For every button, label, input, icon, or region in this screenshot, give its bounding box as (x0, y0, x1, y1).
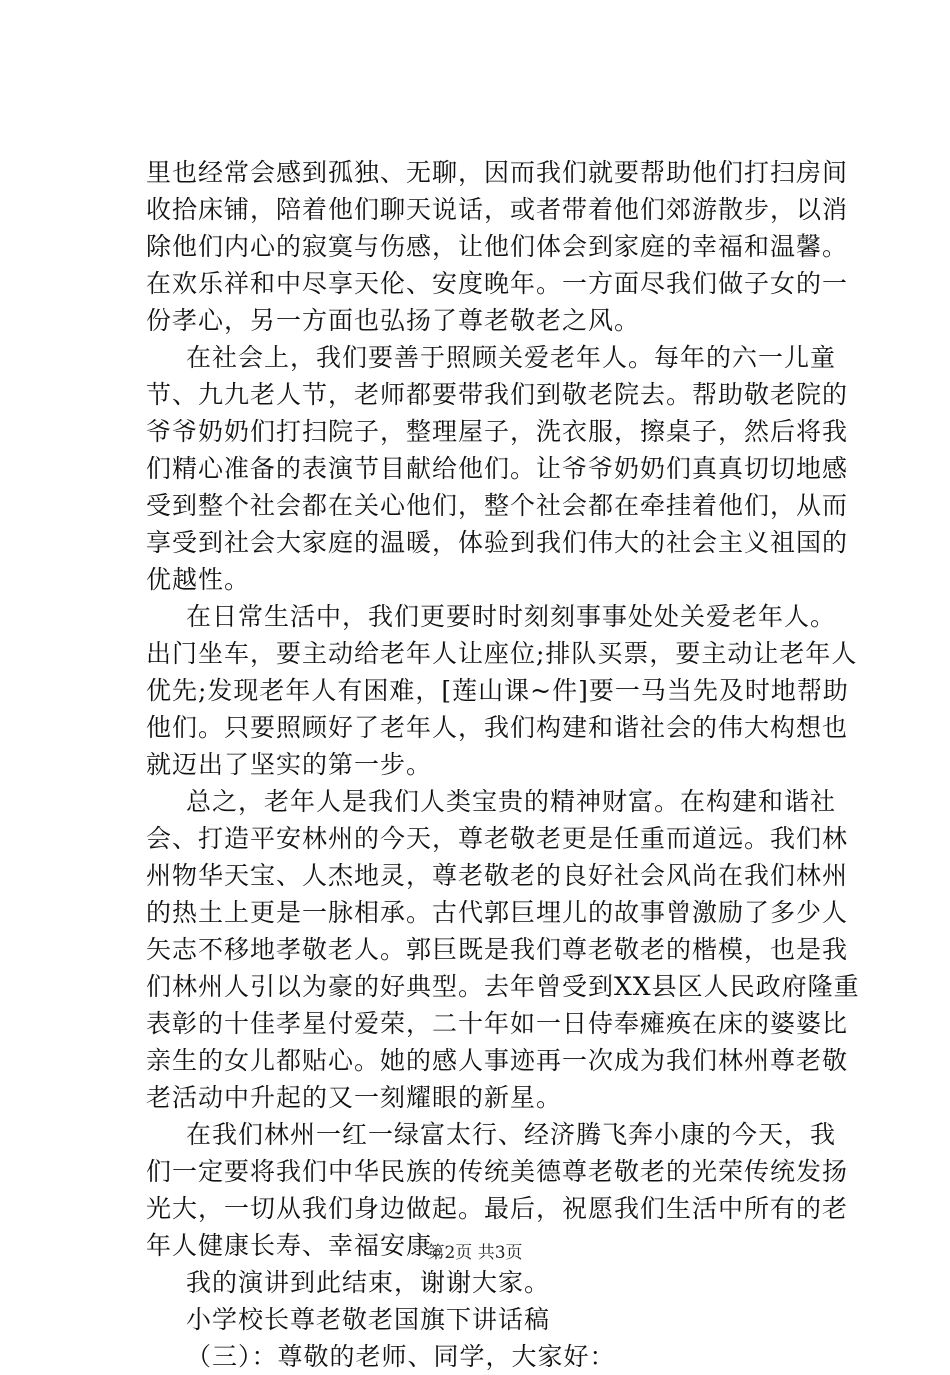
text-line: 年人健康长寿、幸福安康。 (146, 1231, 459, 1260)
text-line: 就迈出了坚实的第一步。 (146, 750, 433, 779)
text-line: 矢志不移地孝敬老人。郭巨既是我们尊老敬老的楷模，也是我 (146, 935, 849, 964)
text-line: 老活动中升起的又一刻耀眼的新星。 (146, 1083, 563, 1112)
document-body (146, 154, 860, 1375)
text-line: 们精心准备的表演节目献给他们。让爷爷奶奶们真真切切地感 (146, 454, 849, 483)
text-line: 我的演讲到此结束，谢谢大家。 (186, 1268, 551, 1297)
text-line: 爷爷奶奶们打扫院子，整理屋子，洗衣服，擦桌子，然后将我 (146, 417, 849, 446)
text-line: 享受到社会大家庭的温暖，体验到我们伟大的社会主义祖国的 (146, 528, 849, 557)
text-line: 会、打造平安林州的今天，尊老敬老更是任重而道远。我们林 (146, 824, 849, 853)
text-line: 亲生的女儿都贴心。她的感人事迹再一次成为我们林州尊老敬 (146, 1046, 849, 1075)
text-line: 总之，老年人是我们人类宝贵的精神财富。在构建和谐社 (186, 787, 837, 816)
text-line: 在我们林州一红一绿富太行、经济腾飞奔小康的今天，我 (186, 1120, 837, 1149)
text-line: 表彰的十佳孝星付爱荣，二十年如一日侍奉瘫痪在床的婆婆比 (146, 1009, 849, 1038)
text-line: 们一定要将我们中华民族的传统美德尊老敬老的光荣传统发扬 (146, 1157, 849, 1186)
text-line: 们林州人引以为豪的好典型。去年曾受到XX县区人民政府隆重 (146, 972, 860, 1001)
text-line: 份孝心，另一方面也弘扬了尊老敬老之风。 (146, 306, 641, 335)
text-line: 收拾床铺，陪着他们聊天说话，或者带着他们郊游散步，以消 (146, 195, 849, 224)
text-line: 优越性。 (146, 565, 251, 594)
text-line: （三）：尊敬的老师、同学，大家好： (186, 1342, 616, 1371)
text-line: 的热土上更是一脉相承。古代郭巨埋儿的故事曾激励了多少人 (146, 898, 849, 927)
text-line: 光大，一切从我们身边做起。最后，祝愿我们生活中所有的老 (146, 1194, 849, 1223)
page-footer: 第2页 共3页 (427, 1243, 523, 1263)
text-line: 优先;发现老年人有困难，[莲山课~件]要一马当先及时地帮助 (146, 676, 849, 705)
text-line: 在社会上，我们要善于照顾关爱老年人。每年的六一儿童 (186, 343, 837, 372)
text-line: 除他们内心的寂寞与伤感，让他们体会到家庭的幸福和温馨。 (146, 232, 849, 261)
text-line: 在日常生活中，我们更要时时刻刻事事处处关爱老年人。 (186, 602, 837, 631)
text-line: 小学校长尊老敬老国旗下讲话稿 (186, 1305, 551, 1334)
text-line: 出门坐车，要主动给老年人让座位;排队买票，要主动让老年人 (146, 639, 858, 668)
text-line: 节、九九老人节，老师都要带我们到敬老院去。帮助敬老院的 (146, 380, 849, 409)
text-line: 在欢乐祥和中尽享天伦、安度晚年。一方面尽我们做子女的一 (146, 269, 849, 298)
text-line: 里也经常会感到孤独、无聊，因而我们就要帮助他们打扫房间 (146, 158, 849, 187)
text-line: 他们。只要照顾好了老年人，我们构建和谐社会的伟大构想也 (146, 713, 849, 742)
text-line: 受到整个社会都在关心他们，整个社会都在牵挂着他们，从而 (146, 491, 849, 520)
text-line: 州物华天宝、人杰地灵，尊老敬老的良好社会风尚在我们林州 (146, 861, 849, 890)
